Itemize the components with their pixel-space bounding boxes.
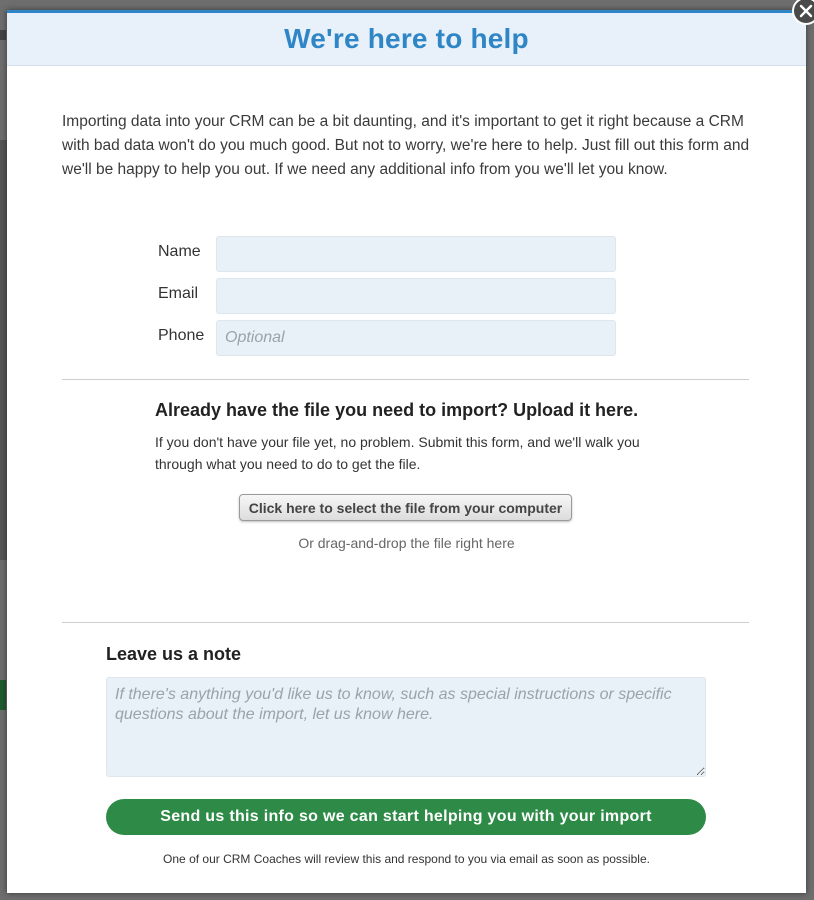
note-heading: Leave us a note — [106, 644, 242, 664]
submit-button[interactable]: Send us this info so we can start helping you with your import — [106, 799, 706, 835]
close-icon — [798, 3, 814, 19]
name-label: Name — [158, 243, 201, 260]
email-field-row — [158, 278, 618, 314]
help-modal — [7, 10, 806, 893]
email-label: Email — [158, 285, 199, 302]
modal-title: We're here to help — [284, 23, 529, 54]
upload-heading: Already have the file you need to import? Upload it here. — [155, 400, 639, 420]
footer-note: One of our CRM Coaches will review this and respond to you via email as soon as possible. — [163, 852, 650, 866]
background-fragment — [0, 680, 6, 710]
drag-drop-zone[interactable]: Or drag-and-drop the file right here — [298, 535, 515, 551]
phone-input[interactable] — [216, 320, 616, 356]
modal-header — [7, 13, 806, 66]
note-textarea[interactable] — [106, 677, 706, 777]
section-divider — [62, 622, 749, 623]
phone-label: Phone — [158, 327, 205, 344]
email-input[interactable] — [216, 278, 616, 314]
phone-field-row — [158, 320, 618, 356]
select-file-button[interactable]: Click here to select the file from your computer — [239, 494, 572, 521]
intro-text: Importing data into your CRM can be a bit daunting, and it's important to get it right because a CRM with bad data won't do you much good. But not to worry, we're here to help. Just fill out this form and we'll be happy to help you out. If we need any additional info from you we'll let you know. — [62, 113, 750, 178]
upload-description: If you don't have your file yet, no problem. Submit this form, and we'll walk you through what you need to do to get the file. — [155, 434, 640, 472]
section-divider — [62, 379, 749, 380]
background-fragment — [0, 30, 6, 40]
name-field-row — [158, 236, 618, 272]
name-input[interactable] — [216, 236, 616, 272]
